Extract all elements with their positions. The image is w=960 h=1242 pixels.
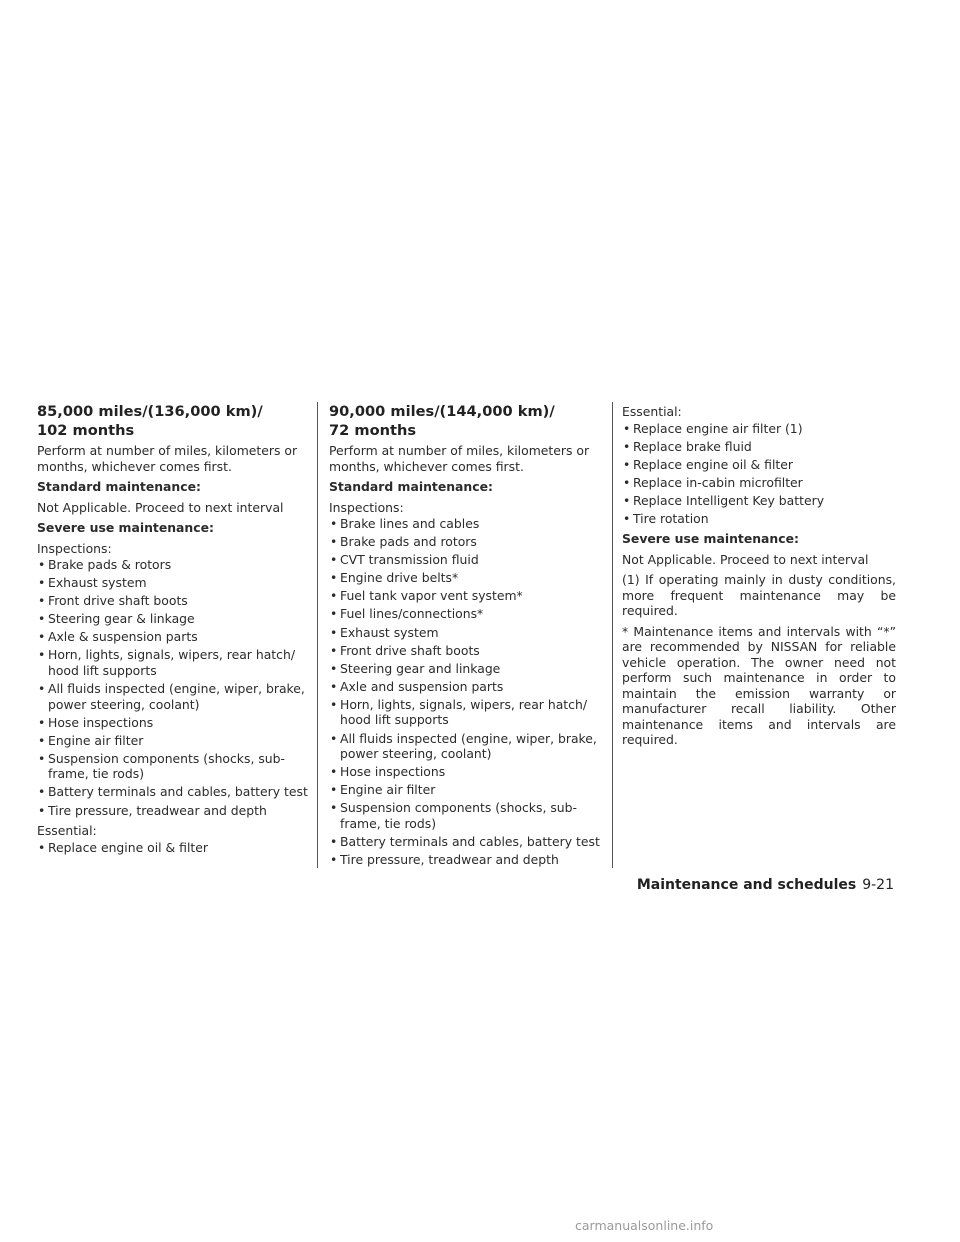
list-item: • Exhaust system bbox=[329, 625, 603, 641]
list-item: • Brake pads & rotors bbox=[37, 557, 309, 573]
interval-heading-90000: 90,000 miles/(144,000 km)/ 72 months bbox=[329, 403, 555, 439]
list-item: • Hose inspections bbox=[329, 764, 603, 780]
section-title: Maintenance and schedules bbox=[636, 877, 857, 893]
list-item: • Exhaust system bbox=[37, 575, 309, 591]
list-item: • CVT transmission fluid bbox=[329, 552, 603, 568]
list-item: • Front drive shaft boots bbox=[329, 643, 603, 659]
list-item: • Battery terminals and cables, battery test bbox=[329, 834, 603, 850]
essential-list bbox=[622, 421, 896, 527]
list-item: • Suspension components (shocks, sub-frame, tie rods) bbox=[37, 751, 309, 782]
list-item: • All fluids inspected (engine, wiper, brake, power steering, coolant) bbox=[329, 731, 603, 762]
list-item: • Replace Intelligent Key battery bbox=[622, 493, 896, 509]
list-item: • Replace engine oil & filter bbox=[622, 457, 896, 473]
list-item: • Replace brake fluid bbox=[622, 439, 896, 455]
essential-label: Essential: bbox=[622, 404, 682, 419]
list-item: • Tire rotation bbox=[622, 511, 896, 527]
asterisk-note: * Maintenance items and intervals with “*” are recommended by NISSAN for reliable vehicle operation. The owner need not perform such maintenance in order to maintain the emission warranty or manufacturer recall liability. Other maintenance items and intervals are required. bbox=[622, 623, 896, 748]
severe-label: Severe use maintenance: bbox=[37, 520, 214, 535]
standard-text: Not Applicable. Proceed to next interval bbox=[37, 499, 284, 515]
severe-text: Not Applicable. Proceed to next interval bbox=[622, 551, 869, 567]
list-item: • Tire pressure, treadwear and depth bbox=[37, 803, 309, 819]
list-item: • Tire pressure, treadwear and depth bbox=[329, 852, 603, 868]
interval-heading-85000: 85,000 miles/(136,000 km)/ 102 months bbox=[37, 403, 263, 439]
list-item: • Suspension components (shocks, sub-frame, tie rods) bbox=[329, 800, 603, 831]
inspections-label: Inspections: bbox=[329, 499, 404, 515]
list-item: • Battery terminals and cables, battery test bbox=[37, 784, 309, 800]
inspection-list bbox=[329, 516, 603, 868]
list-item: • Fuel tank vapor vent system* bbox=[329, 588, 603, 604]
list-item: • Axle and suspension parts bbox=[329, 679, 603, 695]
list-item: • Replace engine air filter (1) bbox=[622, 421, 896, 437]
column-divider-right bbox=[612, 402, 613, 868]
severe-label: Severe use maintenance: bbox=[622, 531, 799, 547]
list-item: • Brake pads and rotors bbox=[329, 534, 603, 550]
column-divider-left bbox=[317, 402, 318, 868]
list-item: • Engine air filter bbox=[37, 733, 309, 749]
list-item: • Front drive shaft boots bbox=[37, 593, 309, 609]
list-item: • Hose inspections bbox=[37, 715, 309, 731]
page-footer bbox=[637, 877, 894, 893]
watermark-text: carmanualsonline.info bbox=[575, 1218, 714, 1233]
list-item: • Horn, lights, signals, wipers, rear hatch/ hood lift supports bbox=[37, 647, 309, 678]
list-item: • All fluids inspected (engine, wiper, brake, power steering, coolant) bbox=[37, 681, 309, 712]
essential-list bbox=[37, 840, 309, 856]
column-85000 bbox=[37, 402, 309, 860]
list-item: • Replace in-cabin microfilter bbox=[622, 475, 896, 491]
list-item: • Fuel lines/connections* bbox=[329, 606, 603, 622]
list-item: • Axle & suspension parts bbox=[37, 629, 309, 645]
inspections-label: Inspections: bbox=[37, 540, 112, 556]
list-item: • Engine air filter bbox=[329, 782, 603, 798]
list-item: • Horn, lights, signals, wipers, rear hatch/ hood lift supports bbox=[329, 697, 603, 728]
standard-label: Standard maintenance: bbox=[37, 479, 201, 494]
essential-label: Essential: bbox=[37, 823, 97, 839]
column-90000-continued bbox=[622, 404, 896, 753]
list-item: • Steering gear and linkage bbox=[329, 661, 603, 677]
list-item: • Steering gear & linkage bbox=[37, 611, 309, 627]
list-item: • Replace engine oil & filter bbox=[37, 840, 309, 856]
inspection-list bbox=[37, 557, 309, 818]
standard-label: Standard maintenance: bbox=[329, 479, 493, 494]
list-item: • Brake lines and cables bbox=[329, 516, 603, 532]
page-number: 9-21 bbox=[862, 877, 894, 893]
interval-intro: Perform at number of miles, kilometers or months, whichever comes first. bbox=[329, 443, 590, 474]
interval-intro: Perform at number of miles, kilometers or months, whichever comes first. bbox=[37, 443, 298, 474]
list-item: • Engine drive belts* bbox=[329, 570, 603, 586]
dusty-conditions-note: (1) If operating mainly in dusty conditions, more frequent maintenance may be required. bbox=[622, 572, 896, 619]
column-90000 bbox=[329, 402, 603, 873]
